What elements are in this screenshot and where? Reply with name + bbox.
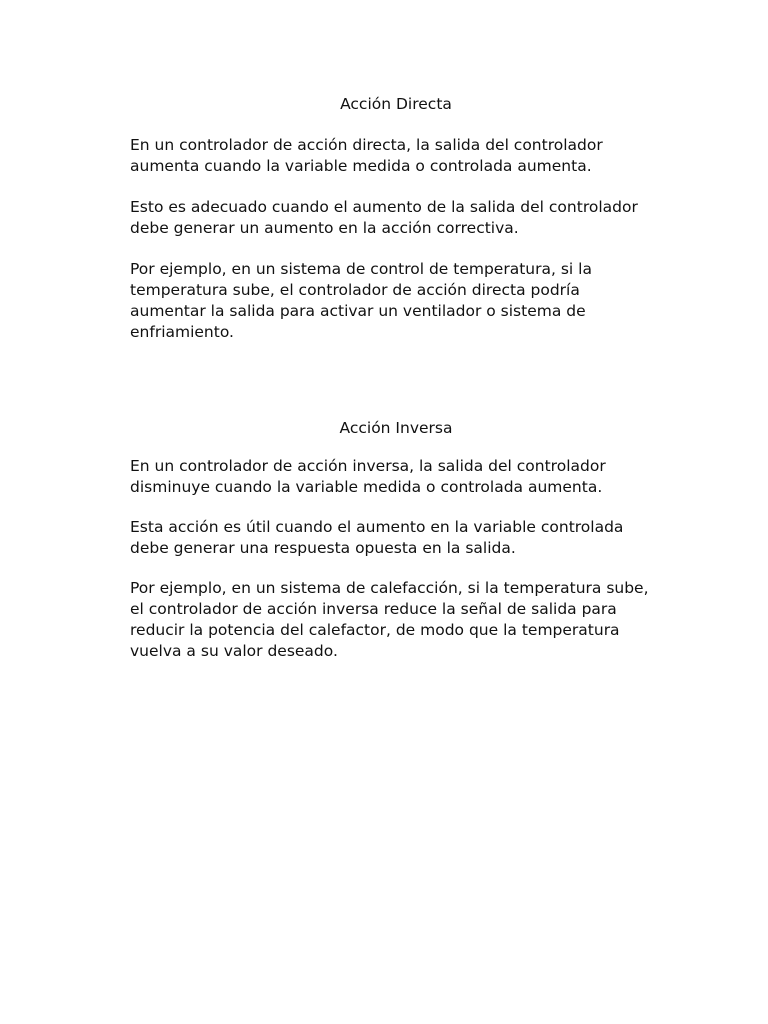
paragraph: En un controlador de acción directa, la salida del controlador aumenta cuando la variable medida o controlada aumenta. [130,136,603,175]
section-heading: Acción Inversa [339,419,453,437]
paragraph: Esta acción es útil cuando el aumento en la variable controlada debe generar una respuesta opuesta en la salida. [130,518,624,557]
paragraph: Esto es adecuado cuando el aumento de la salida del controlador debe generar un aumento en la acción correctiva. [130,198,638,237]
paragraph: En un controlador de acción inversa, la salida del controlador disminuye cuando la variable medida o controlada aumenta. [130,457,606,496]
section-accion-inversa [130,417,650,662]
paragraph: Por ejemplo, en un sistema de calefacción, si la temperatura sube, el controlador de acción inversa reduce la señal de salida para reducir la potencia del calefactor, de modo que la temperatura vuelva a su valor deseado. [130,579,649,660]
paragraph: Por ejemplo, en un sistema de control de temperatura, si la temperatura sube, el controlador de acción directa podría aumentar la salida para activar un ventilador o sistema de enfriamiento. [130,260,592,341]
section-heading: Acción Directa [340,95,452,113]
section-accion-directa [130,93,650,343]
